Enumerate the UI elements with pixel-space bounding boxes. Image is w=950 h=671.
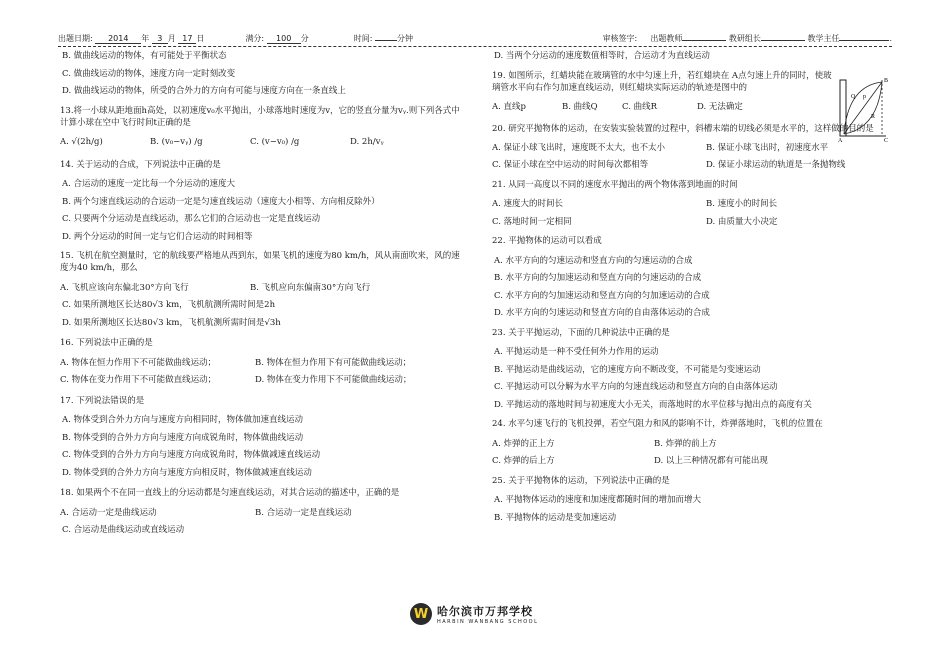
label-a: A <box>838 138 843 142</box>
q23-stem: 23. 关于平抛运动，下面的几种说法中正确的是 <box>492 327 670 338</box>
q22-option-c: C. 水平方向的匀加速运动和竖直方向的匀加速运动的合成 <box>494 290 710 301</box>
research-blank <box>761 40 805 41</box>
label-r: R <box>871 114 876 120</box>
q22-option-a: A. 水平方向的匀速运动和竖直方向的匀速运动的合成 <box>494 255 693 266</box>
research-label: 教研组长 <box>728 34 761 43</box>
q13-option-d: D. 2h/vᵧ <box>350 137 384 148</box>
time-unit: 分钟 <box>397 34 414 43</box>
q16-options-ab <box>60 359 465 368</box>
year-unit: 年 <box>141 34 150 43</box>
q24-option-d: D. 以上三种情况都有可能出现 <box>654 456 768 467</box>
school-logo <box>410 603 538 625</box>
q18-options-ab <box>60 509 465 518</box>
label-p: p <box>863 94 866 100</box>
q25-stem: 25. 关于平抛物体的运动，下列说法中正确的是 <box>492 475 670 486</box>
q22-stem: 22. 平抛物体的运动可以看成 <box>492 236 602 247</box>
q14-stem: 14. 关于运动的合成，下列说法中正确的是 <box>60 159 221 170</box>
exam-header <box>58 33 892 47</box>
q18-stem: 18. 如果两个不在同一直线上的分运动都是匀速直线运动，对其合运动的描述中，正确的是 <box>60 488 400 499</box>
q19-option-d: D. 无法确定 <box>697 102 743 113</box>
q23-option-d: D. 平抛运动的落地时间与初速度大小无关，而落地时的水平位移与抛出点的高度有关 <box>494 399 812 410</box>
month-unit: 月 <box>167 34 176 43</box>
q19-option-b: B. 曲线Q <box>562 102 598 113</box>
q20-option-a: A. 保证小球飞出时，速度既不太大，也不太小 <box>492 142 666 153</box>
q19-options <box>492 103 892 112</box>
q19-option-c: C. 曲线R <box>622 102 658 113</box>
day-value: 17 <box>178 34 196 44</box>
q19-stem: 19. 如图所示，红蜡块能在玻璃管的水中匀速上升，若红蜡块在 A点匀速上升的同时，使玻璃管水平向右作匀加速直线运动，则红蜡块实际运动的轨迹是图中的 <box>492 70 832 93</box>
score-label: 满分: <box>245 34 265 43</box>
q20-option-c: C. 保证小球在空中运动的时间每次都相等 <box>492 160 649 171</box>
q24-option-b: B. 炸弹的前上方 <box>654 438 717 449</box>
q14-option-c: C. 只要两个分运动是直线运动，那么它们的合运动也一定是直线运动 <box>62 214 321 225</box>
q18-option-d: D. 当两个分运动的速度数值相等时，合运动才为直线运动 <box>494 51 710 61</box>
score-value: 100 <box>267 34 301 44</box>
label-b: B <box>884 78 889 84</box>
q13-options <box>60 138 465 147</box>
q25-option-a: A. 平抛物体运动的速度和加速度都随时间的增加而增大 <box>494 495 702 506</box>
month-value: 3 <box>152 34 168 44</box>
q23-option-a: A. 平抛运动是一种不受任何外力作用的运动 <box>494 347 659 358</box>
header-right: 审核签字: 出题教师 教研组长 教学主任 . <box>602 34 892 43</box>
q12-option-c: C. 做曲线运动的物体，速度方向一定时刻改变 <box>62 68 236 79</box>
q13-option-a: A. √(2h/g) <box>60 137 103 148</box>
q15-stem: 15. 飞机在航空测量时，它的航线要严格地从西到东，如果飞机的速度为80 km/h，风从南面吹来，风的速度为40 km/h，那么 <box>60 251 460 274</box>
director-label: 教学主任 <box>807 34 840 43</box>
q17-option-d: D. 物体受到的合外力方向与速度方向相反时，物体做减速直线运动 <box>62 467 312 478</box>
q17-option-c: C. 物体受到的合外力方向与速度方向成锐角时，物体做减速直线运动 <box>62 450 321 461</box>
header-divider <box>58 46 892 47</box>
q21-option-a: A. 速度大的时间长 <box>492 199 564 210</box>
q13-option-b: B. (v₀−vᵧ) /g <box>150 137 203 148</box>
time-blank <box>375 40 397 41</box>
q15-option-b: B. 飞机应向东偏南30°方向飞行 <box>250 282 371 293</box>
q23-option-b: B. 平抛运动是曲线运动，它的速度方向不断改变，不可能是匀变速运动 <box>494 364 761 375</box>
left-column <box>60 52 465 544</box>
q13-stem: 13.将一小球从距地面h高处，以初速度v₀水平抛出，小球落地时速度为v，它的竖直分量为vᵧ.则下列各式中计算小球在空中飞行时间t正确的是 <box>60 105 460 128</box>
q12-option-b: B. 做曲线运动的物体，有可能处于平衡状态 <box>62 51 227 61</box>
q18-option-b: B. 合运动一定是直线运动 <box>255 507 352 518</box>
teacher-label: 出题教师 <box>650 34 683 43</box>
school-name-en: HARBIN WANBANG SCHOOL <box>437 619 539 625</box>
day-unit: 日 <box>196 34 205 43</box>
q24-stem: 24. 水平匀速飞行的飞机投弹，若空气阻力和风的影响不计，炸弹落地时，飞机的位置在 <box>492 419 823 430</box>
q23-option-c: C. 平抛运动可以分解为水平方向的匀速直线运动和竖直方向的自由落体运动 <box>494 382 778 393</box>
q15-option-c: C. 如果所测地区长达80√3 km，飞机航测所需时间是2h <box>62 300 276 311</box>
q20-stem: 20. 研究平抛物体的运动，在安装实验装置的过程中，斜槽末端的切线必须是水平的，这样做的目的是 <box>492 123 874 134</box>
q20-option-b: B. 保证小球飞出时，初速度水平 <box>705 142 829 153</box>
glass-tube-left <box>840 80 846 136</box>
q15-option-a: A. 飞机应该向东偏北30°方向飞行 <box>60 282 189 293</box>
label-q: Q <box>851 94 856 100</box>
q21-options-cd <box>492 218 892 227</box>
q21-stem: 21. 从同一高度以不同的速度水平抛出的两个物体落到地面的时间 <box>492 179 738 190</box>
q21-option-c: C. 落地时间一定相同 <box>492 216 572 227</box>
q25-option-b: B. 平抛物体的运动是变加速运动 <box>494 512 617 523</box>
year-value: 2014 <box>95 34 141 44</box>
score-unit: 分 <box>300 34 309 43</box>
q22-option-d: D. 水平方向的匀速运动和竖直方向的自由落体运动的合成 <box>494 308 710 319</box>
q16-option-c: C. 物体在变力作用下不可能做直线运动； <box>60 375 217 386</box>
q24-options-ab <box>492 440 892 449</box>
q19-option-a: A. 直线p <box>492 102 526 113</box>
review-label: 审核签字: <box>602 34 638 43</box>
q21-option-d: D. 由质量大小决定 <box>705 216 778 227</box>
q14-option-b: B. 两个匀速直线运动的合运动一定是匀速直线运动（速度大小相等、方向相反除外） <box>62 196 380 207</box>
q16-stem: 16. 下列说法中正确的是 <box>60 338 153 349</box>
q16-option-b: B. 物体在恒力作用下有可能做曲线运动； <box>255 357 412 368</box>
q16-option-a: A. 物体在恒力作用下不可能做曲线运动； <box>60 357 217 368</box>
q16-options-cd <box>60 376 465 385</box>
date-label: 出题日期: <box>58 34 93 43</box>
q17-option-b: B. 物体受到的合外力方向与速度方向成锐角时，物体做曲线运动 <box>62 432 304 443</box>
q15-option-d: D. 如果所测地区长达80√3 km，飞机航测所需时间是√3h <box>62 317 281 328</box>
q12-option-d: D. 做曲线运动的物体，所受的合外力的方向有可能与速度方向在一条直线上 <box>62 86 346 96</box>
q14-option-a: A. 合运动的速度一定比每一个分运动的速度大 <box>62 179 236 190</box>
school-name-cn: 哈尔滨市万邦学校 <box>437 605 533 618</box>
q22-option-b: B. 水平方向的匀加速运动和竖直方向的匀速运动的合成 <box>494 273 702 284</box>
q16-option-d: D. 物体在变力作用下不可能做曲线运动； <box>255 375 412 386</box>
director-blank <box>839 40 889 41</box>
teacher-blank <box>682 40 726 41</box>
q20-option-d: D. 保证小球运动的轨道是一条抛物线 <box>705 160 846 171</box>
school-emblem-icon: W <box>410 603 432 625</box>
q24-option-c: C. 炸弹的后上方 <box>492 456 555 467</box>
q24-option-a: A. 炸弹的正上方 <box>492 438 555 449</box>
q24-options-cd <box>492 457 892 466</box>
q13-option-c: C. (v−v₀) /g <box>250 137 300 148</box>
q14-option-d: D. 两个分运动的时间一定与它们合运动的时间相等 <box>62 231 253 242</box>
q17-option-a: A. 物体受到合外力方向与速度方向相同时，物体做加速直线运动 <box>62 415 304 426</box>
q18-option-c: C. 合运动是曲线运动或直线运动 <box>62 525 185 536</box>
q19-trajectory-figure <box>838 76 890 142</box>
right-column <box>492 52 892 531</box>
q15-options-ab <box>60 284 465 293</box>
school-name <box>437 603 538 625</box>
q20-options-ab <box>492 144 892 153</box>
q20-options-cd <box>492 161 892 170</box>
q18-option-a: A. 合运动一定是曲线运动 <box>60 507 157 518</box>
q21-options-ab <box>492 200 892 209</box>
time-label: 时间: <box>353 34 373 43</box>
label-c: C <box>884 138 889 142</box>
q21-option-b: B. 速度小的时间长 <box>705 199 778 210</box>
header-left <box>58 33 413 44</box>
q17-stem: 17. 下列说法错误的是 <box>60 395 145 406</box>
